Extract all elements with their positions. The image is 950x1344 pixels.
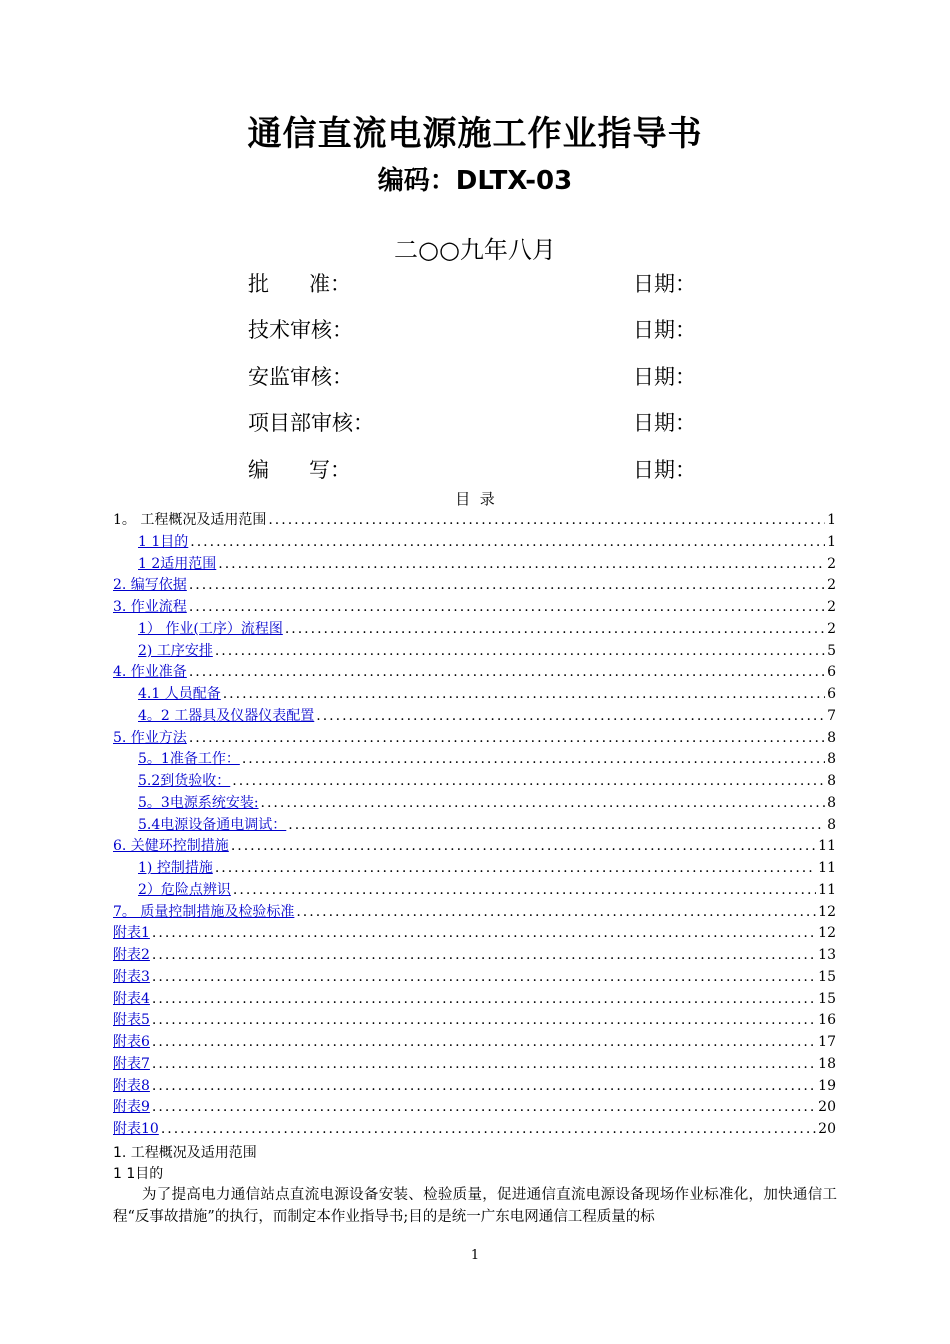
toc-page-number: 12 <box>818 903 836 920</box>
toc-leader-dots <box>215 858 816 880</box>
toc-entry-link[interactable]: 1） 作业(工序）流程图 <box>138 620 283 637</box>
toc-page-number: 2 <box>827 577 836 594</box>
toc-entry[interactable] <box>113 749 836 771</box>
toc-entry[interactable] <box>113 793 836 815</box>
toc-entry[interactable] <box>113 815 836 837</box>
toc-leader-dots <box>233 880 816 902</box>
toc-entry[interactable] <box>113 902 836 924</box>
toc-entry[interactable] <box>113 532 836 554</box>
toc-entry-link[interactable]: 1 2适用范围 <box>138 555 217 572</box>
toc-entry-link[interactable]: 6. 关健环控制措施 <box>113 838 229 855</box>
toc-entry-link[interactable]: 5.4电源设备通电调试： <box>138 816 287 833</box>
toc-entry[interactable] <box>113 597 836 619</box>
toc-entry[interactable] <box>113 836 836 858</box>
signoff-date-label: 日期： <box>633 365 696 389</box>
toc-leader-dots <box>152 1010 816 1032</box>
toc-entry-link[interactable]: 7。 质量控制措施及检验标准 <box>113 903 295 920</box>
toc-entry[interactable] <box>113 1119 836 1141</box>
toc-leader-dots <box>268 510 825 532</box>
toc-page-number: 15 <box>818 990 836 1007</box>
toc-entry-link[interactable]: 2. 编写依据 <box>113 577 187 594</box>
toc-entry-link[interactable]: 附表10 <box>113 1121 159 1137</box>
toc-page-number: 5 <box>827 642 836 659</box>
toc-leader-dots <box>285 619 825 641</box>
toc-entry[interactable] <box>113 880 836 902</box>
signoff-row-tech-review <box>248 314 728 348</box>
toc-page-number: 18 <box>818 1055 836 1072</box>
toc-page-number: 15 <box>818 968 836 985</box>
signoff-row-safety-review <box>248 361 728 395</box>
toc-leader-dots <box>215 641 825 663</box>
toc-page-number: 8 <box>827 794 836 811</box>
toc-leader-dots <box>288 815 825 837</box>
toc-entry[interactable] <box>113 1097 836 1119</box>
toc-entry[interactable] <box>113 989 836 1011</box>
toc-leader-dots <box>152 945 816 967</box>
toc-leader-dots <box>296 902 816 924</box>
toc-leader-dots <box>152 1097 816 1119</box>
toc-leader-dots <box>152 923 816 945</box>
signoff-date-label: 日期： <box>633 318 696 342</box>
toc-entry[interactable] <box>113 1076 836 1098</box>
toc-entry-link[interactable]: 4.1 人员配备 <box>138 686 221 702</box>
signoff-label: 编 写： <box>248 458 352 482</box>
toc-page-number: 8 <box>827 751 836 768</box>
toc-entry[interactable] <box>113 1032 836 1054</box>
toc-entry[interactable] <box>113 923 836 945</box>
toc-page-number: 20 <box>818 1099 836 1116</box>
toc-leader-dots <box>189 728 825 750</box>
toc-entry[interactable] <box>113 662 836 684</box>
toc-page-number: 12 <box>818 925 836 942</box>
toc-entry-link[interactable]: 4。2 工器具及仪器仪表配置 <box>138 707 315 724</box>
toc-entry-link[interactable]: 4. 作业准备 <box>113 664 187 681</box>
signoff-label: 项目部审核： <box>248 411 374 435</box>
toc-leader-dots <box>152 967 816 989</box>
toc-entry-link[interactable]: 附表6 <box>113 1034 150 1050</box>
toc-page-number: 13 <box>818 947 836 963</box>
toc-leader-dots <box>242 749 825 771</box>
section-heading: 1. 工程概况及适用范围 <box>113 1145 257 1161</box>
toc-entry-link[interactable]: 5。1准备工作： <box>138 751 240 768</box>
signoff-date-label: 日期： <box>633 458 696 482</box>
toc-entry[interactable] <box>113 858 836 880</box>
toc-entry-link[interactable]: 1 1目的 <box>138 533 189 550</box>
toc-entry-link[interactable]: 5。3电源系统安装: <box>138 794 259 811</box>
toc-entry-link[interactable]: 附表7 <box>113 1055 150 1072</box>
toc-entry-link[interactable]: 2）危险点辨识 <box>138 881 231 898</box>
toc-leader-dots <box>152 1054 816 1076</box>
toc-heading: 目 录 <box>455 490 495 508</box>
toc-leader-dots <box>152 1032 816 1054</box>
toc-page-number: 1 <box>827 533 836 550</box>
toc-entry[interactable] <box>113 706 836 728</box>
toc-leader-dots <box>152 989 816 1011</box>
toc-leader-dots <box>190 532 825 554</box>
toc-page-number: 11 <box>818 838 836 855</box>
toc-page-number: 7 <box>827 707 836 724</box>
toc-leader-dots <box>161 1119 816 1141</box>
toc-leader-dots <box>189 575 825 597</box>
signoff-date-label: 日期： <box>633 272 696 296</box>
toc-entry[interactable] <box>113 641 836 663</box>
toc-leader-dots <box>218 554 825 576</box>
toc-page-number: 20 <box>818 1121 836 1137</box>
toc-entry-link[interactable]: 附表8 <box>113 1077 150 1094</box>
toc-entry-link[interactable]: 3. 作业流程 <box>113 599 187 615</box>
toc-entry-label: 1。 工程概况及适用范围 <box>113 512 267 528</box>
toc-page-number: 8 <box>827 729 836 746</box>
signoff-label: 批 准： <box>248 272 352 296</box>
page-number: 1 <box>470 1248 480 1263</box>
signoff-row-author <box>248 454 728 488</box>
toc-entry-link[interactable]: 附表5 <box>113 1012 150 1029</box>
toc-page-number: 6 <box>827 664 836 681</box>
toc-entry[interactable] <box>113 771 836 793</box>
toc-entry[interactable] <box>113 575 836 597</box>
document-code: 编码：DLTX-03 <box>377 166 573 196</box>
document-date: 二○○九年八月 <box>394 236 556 264</box>
toc-entry[interactable] <box>113 619 836 641</box>
toc-leader-dots <box>223 684 825 706</box>
toc-entry[interactable] <box>113 967 836 989</box>
signoff-row-project-review <box>248 407 728 441</box>
toc-entry[interactable] <box>113 1054 836 1076</box>
toc-entry-link[interactable]: 附表1 <box>113 925 150 942</box>
toc-entry-link[interactable]: 1) 控制措施 <box>138 860 213 876</box>
signoff-date-label: 日期： <box>633 411 696 435</box>
toc-leader-dots <box>232 771 825 793</box>
toc-entry[interactable] <box>113 945 836 967</box>
toc-entry-link[interactable]: 5.2到货验收： <box>138 773 231 789</box>
toc-leader-dots <box>231 836 816 858</box>
toc-page-number: 17 <box>818 1034 836 1050</box>
toc-entry-link[interactable]: 附表3 <box>113 968 150 985</box>
toc-entry-link[interactable]: 5. 作业方法 <box>113 729 187 746</box>
toc-leader-dots <box>189 597 825 619</box>
toc-entry-link[interactable]: 附表9 <box>113 1099 150 1116</box>
toc-entry[interactable] <box>113 728 836 750</box>
toc-page-number: 1 <box>827 512 836 528</box>
toc-entry-link[interactable]: 附表2 <box>113 947 150 963</box>
signoff-label: 技术审核： <box>248 318 353 342</box>
toc-leader-dots <box>152 1076 816 1098</box>
toc-entry[interactable] <box>113 684 836 706</box>
signoff-label: 安监审核： <box>248 365 353 389</box>
toc-page-number: 2 <box>827 620 836 637</box>
toc-entry-link[interactable]: 附表4 <box>113 990 150 1007</box>
document-title: 通信直流电源施工作业指导书 <box>247 114 703 154</box>
signoff-row-approve <box>248 268 728 302</box>
toc-page-number: 11 <box>818 881 836 898</box>
toc-entry[interactable] <box>113 1010 836 1032</box>
toc-leader-dots <box>316 706 825 728</box>
toc-page-number: 8 <box>827 773 836 789</box>
toc-entry <box>113 510 836 532</box>
toc-leader-dots <box>189 662 825 684</box>
toc-page-number: 6 <box>827 686 836 702</box>
toc-leader-dots <box>261 793 826 815</box>
body-paragraph: 为了提高电力通信站点直流电源设备安装、检验质量，促进通信直流电源设备现场作业标准化，加快通信工程“反事故措施”的执行，而制定本作业指导书;目的是统一广东电网通信工程质量的标 <box>113 1187 837 1225</box>
table-of-contents <box>113 510 836 1141</box>
toc-page-number: 2 <box>827 555 836 572</box>
toc-page-number: 16 <box>818 1012 836 1029</box>
toc-entry[interactable] <box>113 554 836 576</box>
toc-page-number: 19 <box>818 1077 836 1094</box>
toc-page-number: 2 <box>827 599 836 615</box>
toc-page-number: 11 <box>818 860 836 876</box>
toc-entry-link[interactable]: 2) 工序安排 <box>138 642 213 659</box>
subsection-heading: 1 1目的 <box>113 1166 164 1182</box>
toc-page-number: 8 <box>827 816 836 833</box>
